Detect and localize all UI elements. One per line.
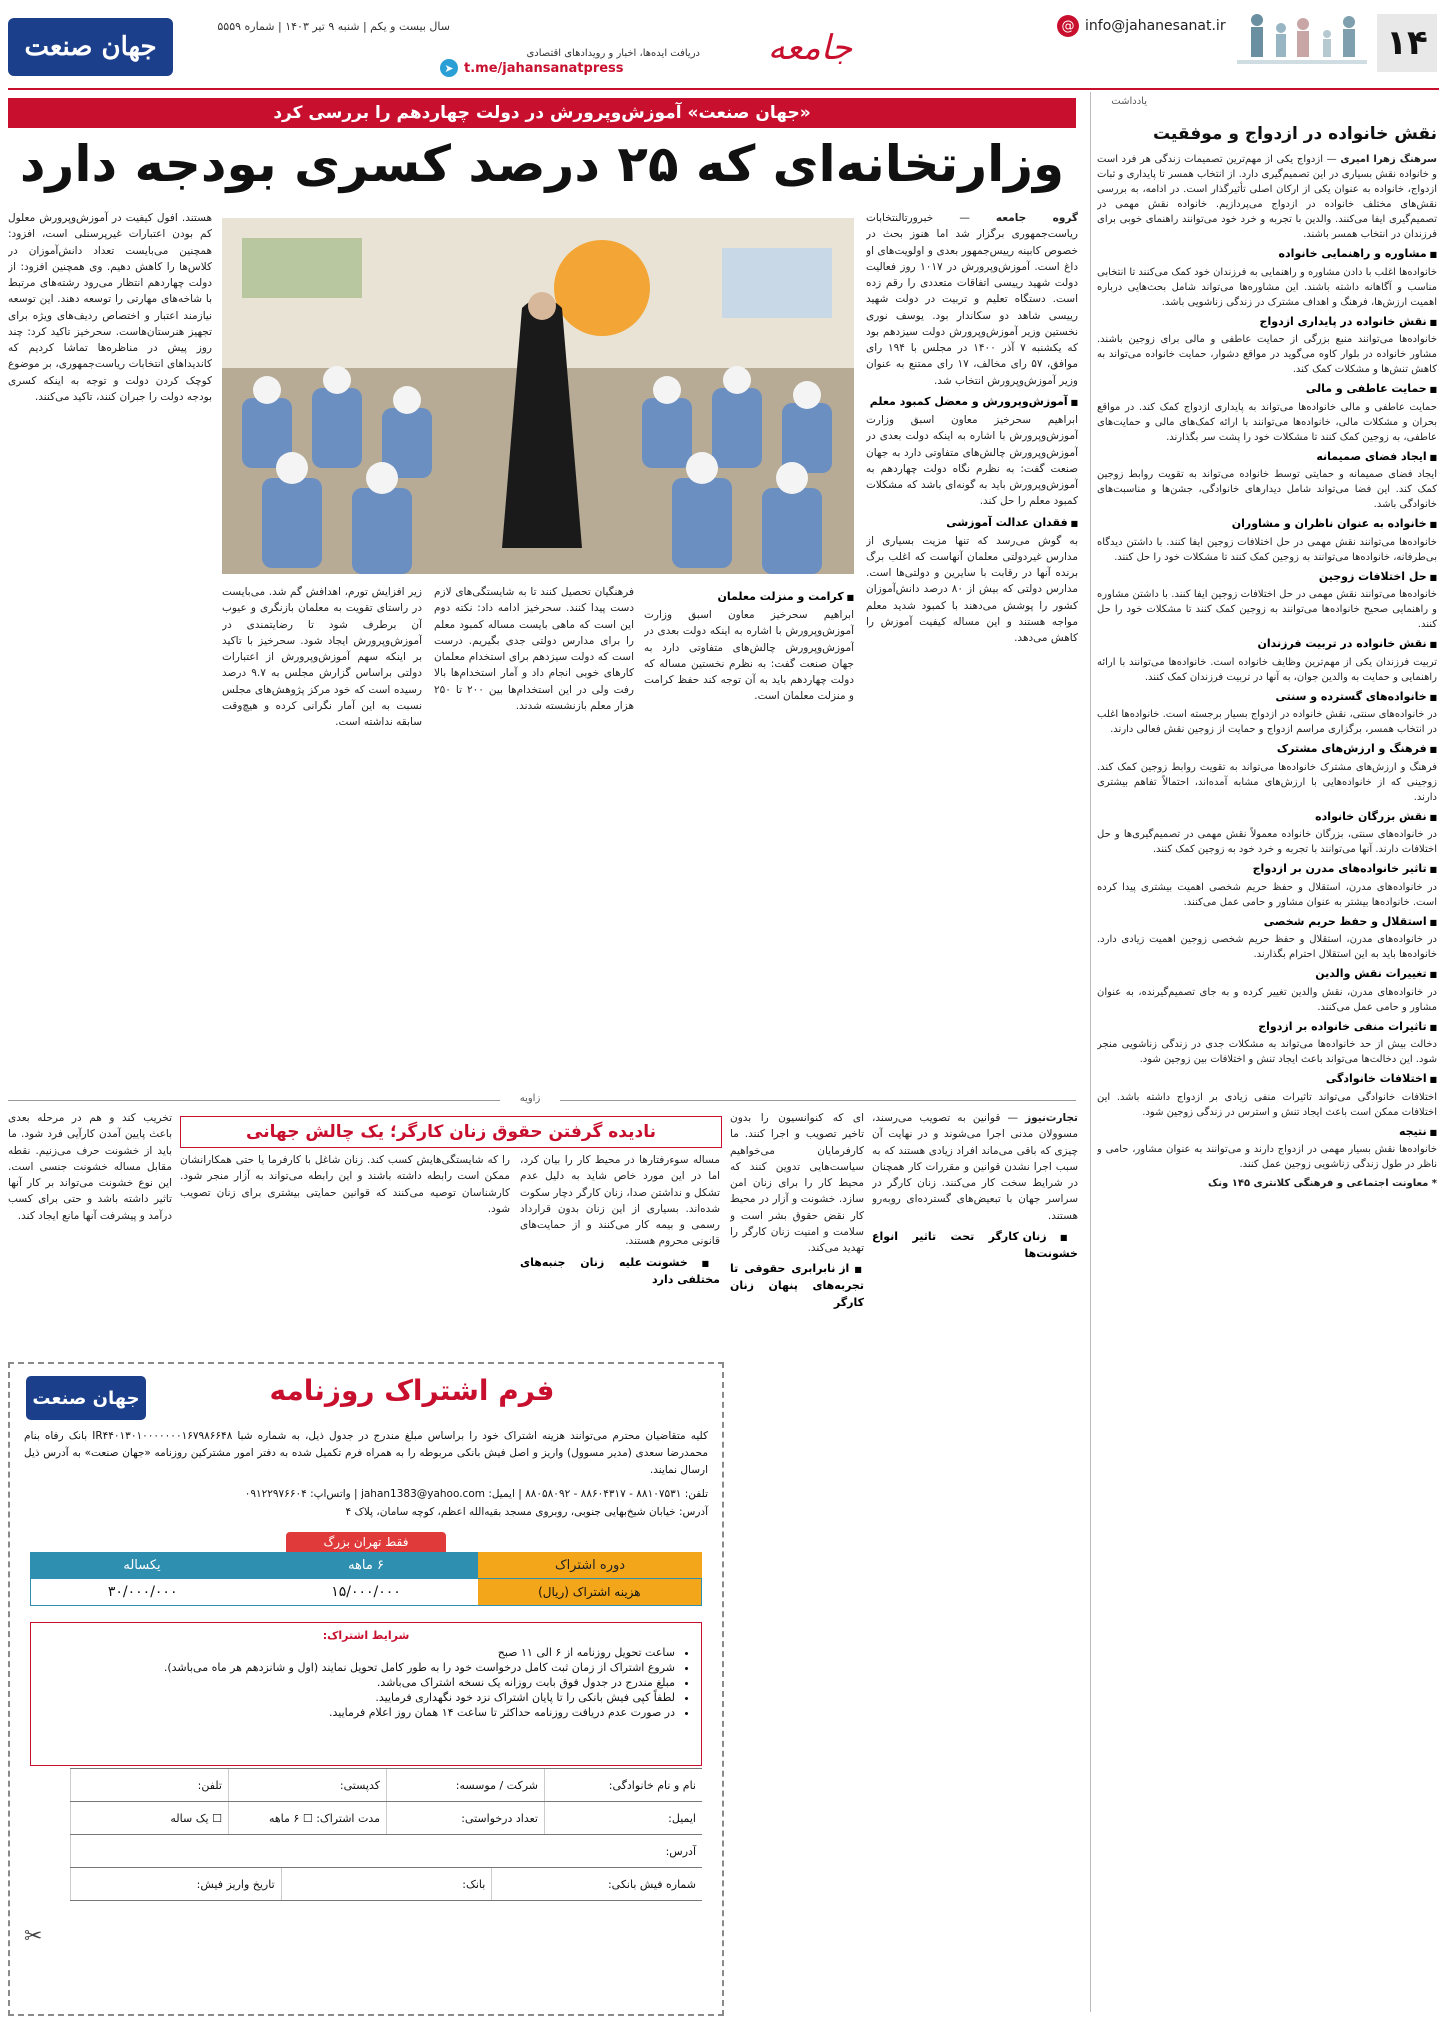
main-col-1: گروه جامعه — خبرورتالنتخابات ریاست‌جمهوری برگزار شد اما هنوز بحث در خصوص کابینه رییس‌جمهور بعدی و اولویت‌های او داغ است. آموزش‌وپرورش در ۱۰۱۷ روز فعالیت دولت شهید رییسی اتفاقات متعددی را رقم زده است. دستگاه تعلیم و تربیت در دولت شهید رییسی شاهد دو سکاندار بود. یوسف نوری نخستین وزیر آموزش‌وپرورش دولت سیزدهم بود که یکشنبه ۷ آذر ۱۴۰۰ در مجلس با ۱۹۴ رای موافق، ۵۷ رای مخالف، ۱۷ رای ممتنع به عنوان وزیر آموزش‌وپرورش انتخاب شد. ■ آموزش‌وپرورش و معضل کمبود معلم ابراهیم سحرخیز معاون اسبق وزارت آموزش‌وپرورش با اشاره به اینکه دولت بعدی در آموزش‌وپرورش چالش‌های متفاوتی دارد به جهان صنعت گفت: به نظرم نگاه دولت چهاردهم به آموزش‌وپرورش باید به گونه‌ای باشد که مشکلات کمبود معلم را حل کند. ■ فقدان عدالت آموزشی به گوش می‌رسد که تنها مزیت بسیاری از مدارس غیردولتی معلمان آنهاست که اغلب برگ برنده آنها در رقابت با سایرین و دولتی‌ها است. مدارس دولتی که بیش از ۸۰ درصد دانش‌آموزان کشور را پوشش می‌دهند با کمبود شدید معلم مواجه هستند و این مساله کیفیت آموزش را کاهش می‌دهد.: [866, 210, 1078, 1090]
count-field[interactable]: تعداد درخواستی:: [386, 1802, 544, 1834]
sidebar-label: یادداشت: [1111, 96, 1147, 107]
lower-title-bar: [180, 1116, 722, 1148]
sidebar-text-9: در خانواده‌های سنتی، بزرگان خانواده معمولاً نقش مهمی در تصمیم‌گیری‌ها و حل اختلافات دارند. آنها می‌توانند با تجربه و خرد خود به زوجین کمک کنند.: [1097, 829, 1437, 855]
telegram-icon: ➤: [440, 59, 458, 77]
address-field[interactable]: آدرس:: [70, 1835, 702, 1867]
condition-4: • در صورت عدم دریافت روزنامه حداکثر تا ساعت ۱۴ همان روز اعلام فرمایید.: [41, 1706, 675, 1719]
period-field: [228, 1802, 386, 1834]
sidebar-text-14: اختلافات خانوادگی می‌تواند تاثیرات منفی زیادی بر ازدواج داشته باشد. این اختلافات ممکن است باعث ایجاد تنش و استرس در زندگی زوجین شود.: [1097, 1091, 1437, 1118]
duration-1y: یکساله: [123, 1557, 161, 1573]
condition-0: • ساعت تحویل روزنامه از ۶ الی ۱۱ صبح: [41, 1646, 675, 1659]
sidebar-text-13: دخالت بیش از حد خانواده‌ها می‌تواند به مشکلات جدی در زندگی زناشویی منجر شود. این دخالت‌ها می‌تواند باعث ایجاد تنش و اختلافات بین زوجین شود.: [1097, 1039, 1437, 1065]
lower-title: نادیده گرفتن حقوق زنان کارگر؛ یک چالش جهانی: [246, 1122, 656, 1142]
kicker-bar: [8, 98, 1076, 128]
sidebar-sub-3: ■ ایجاد فضای صمیمانه: [1097, 449, 1437, 466]
lower-col5-text: تخریب کند و هم در مرحله بعدی باعث پایین آمدن کارآیی فرد شود. ما باید از خشونت حرف می‌زنیم. نقطه مقابل مساله خشونت جنسی است. این نوع خشونت می‌تواند بر کار آنها تاثیر داشته باشد و حتی برای کسب درآمد و پیشرفت آنها مانع ایجاد کند.: [8, 1112, 172, 1222]
sidebar-sub-4: ■ خانواده به عنوان ناظران و مشاوران: [1097, 516, 1437, 533]
lower-col-5: [8, 1110, 172, 1352]
sidebar-sub-10: ■ تاثیر خانواده‌های مدرن بر ازدواج: [1097, 861, 1437, 878]
lower-sub-3: ■ خشونت علیه زنان جنبه‌های مختلفی دارد: [520, 1254, 720, 1288]
conditions-title: شرایط اشتراک:: [322, 1629, 410, 1642]
masthead-logo: [8, 18, 173, 76]
lower-byline: تجارت‌نیوز: [1025, 1112, 1078, 1124]
year-option: [70, 1802, 228, 1834]
duration-label: دوره اشتراک: [478, 1552, 702, 1578]
subscription-form: [8, 1362, 724, 2016]
issue-info: سال بیست و یکم | شنبه ۹ تیر ۱۴۰۳ | شماره ۵۵۵۹: [217, 20, 450, 33]
conditions-box: [30, 1622, 702, 1766]
sidebar-text-5: خانواده‌ها می‌توانند نقش مهمی در حل اختلافات زوجین ایفا کنند. با داشتن مشاوره و راهنمایی صحیح خانواده‌ها می‌توانند به زوجین کمک کنند تا مشکلات خود را حل کنند.: [1097, 589, 1437, 630]
email-box: [1057, 14, 1227, 38]
lower-col2-text: ای که کنوانسیون را بدون تاخیر تصویب و اجرا کنند. ما کارفرمایان می‌خواهیم سیاست‌هایی تدوین کنند که محیط کار را برای زنان امن سازد. خشونت و آزار در محیط کار نقض حقوق بشر است و سلامت و امنیت زنان کارگر را تهدید می‌کند.: [730, 1112, 864, 1255]
postal-code-field[interactable]: کدپستی:: [228, 1769, 386, 1801]
main-col1-text: خبرورتالنتخابات ریاست‌جمهوری برگزار شد اما هنوز بحث در خصوص کابینه رییس‌جمهور بعدی و اولویت‌های او داغ است. آموزش‌وپرورش در ۱۰۱۷ روز فعالیت دولت شهید رییسی اتفاقات متعددی را رقم زده است. دستگاه تعلیم و تربیت در دولت شهید رییسی شاهد دو سکاندار بود. یوسف نوری نخستین وزیر آموزش‌وپرورش دولت سیزدهم بود که یکشنبه ۷ آذر ۱۴۰۰ در مجلس با ۱۹۴ رای موافق، ۵۷ رای مخالف، ۱۷ رای ممتنع به عنوان وزیر آموزش‌وپرورش انتخاب شد.: [866, 212, 1078, 387]
fee-1y: ۳۰/۰۰۰/۰۰۰: [107, 1584, 178, 1600]
sidebar-sub-6: ■ نقش خانواده در تربیت فرزندان: [1097, 636, 1437, 653]
masthead-logo-text: جهان صنعت: [24, 32, 157, 62]
classroom-photo: [222, 218, 854, 574]
six-month-label: ۶ ماهه: [268, 1811, 300, 1825]
sidebar-text-0: خانواده‌ها اغلب با دادن مشاوره و راهنمایی به فرزندان خود کمک می‌کنند تا انتخابی مناسب و آگاهانه داشته باشند. این مشاوره‌ها می‌تواند شامل بحث‌هایی درباره اهمیت ارزش‌ها، فرهنگ و اهداف مشترک در زندگی زناشویی باشد.: [1097, 266, 1437, 308]
fee-table: [30, 1532, 702, 1606]
receipt-field[interactable]: شماره فیش بانکی:: [491, 1868, 702, 1900]
sidebar-body: سرهنگ زهرا امیری — ازدواج یکی از مهم‌ترین تصمیمات زندگی هر فرد است و خانواده نقش بسیاری در این تصمیم‌گیری دارد. از انتخاب همسر تا پایداری و ثبات ازدواج، خانواده به عنوان یکی از ارکان اصلی تأثیرگذار است. در ادامه، به بررسی نقش‌های مختلف خانواده در ازدواج می‌پردازیم. خانواده نقش مهمی در تصمیم‌گیری ایفا می‌کنند. والدین با تجربه و خرد خود می‌توانند راهنمای خوبی برای فرزندان در انتخاب همسر باشند. ■ مشاوره و راهنمایی خانواده خانواده‌ها اغلب با دادن مشاوره و راهنمایی به فرزندان خود کمک می‌کنند تا انتخابی مناسب و آگاهانه داشته باشند. این مشاوره‌ها می‌تواند شامل بحث‌هایی درباره اهمیت ارزش‌ها، فرهنگ و اهداف مشترک در زندگی زناشویی باشد. ■ نقش خانواده در پایداری ازدواج خانواده‌ها می‌توانند منبع بزرگی از حمایت عاطفی و مالی برای زوجین باشند. مشاور خانواده در بلوار کاوه می‌گوید در مواقع دشوار، حمایت خانواده می‌تواند به کاهش تنش‌ها و مشکلات کمک کند. ■ حمایت عاطفی و مالی حمایت عاطفی و مالی خانواده‌ها می‌تواند به پایداری ازدواج کمک کند. در مواقع بحران و مشکلات مالی، خانواده‌ها می‌توانند با ارائه کمک‌های مالی و حمایت‌های عاطفی، به زوجین کمک کنند تا مشکلات خود را پشت سر بگذارند. ■ ایجاد فضای صمیمانه ایجاد فضای صمیمانه و حمایتی توسط خانواده می‌تواند به تقویت روابط زوجین کمک کند. این فضا می‌تواند شامل دیدارهای خانوادگی، جشن‌ها و مناسبت‌های خانوادگی باشد. ■ خانواده به عنوان ناظران و مشاوران خانواده‌ها می‌توانند نقش مهمی در حل اختلافات زوجین ایفا کنند. با داشتن دیدگاه بی‌طرفانه، خانواده‌ها می‌توانند به زوجین کمک کنند تا مشکلات خود را حل کنند. ■ حل اختلافات زوجین خانواده‌ها می‌توانند نقش مهمی در حل اختلافات زوجین ایفا کنند. با داشتن مشاوره و راهنمایی صحیح خانواده‌ها می‌توانند به زوجین کمک کنند تا مشکلات خود را حل کنند. ■ نقش خانواده در تربیت فرزندان تربیت فرزندان یکی از مهم‌ترین وظایف خانواده است. خانواده‌ها می‌توانند با ارائه راهنمایی و حمایت به والدین جوان، به آنها در تربیت فرزندان کمک کنند. ■ خانواده‌های گسترده و سنتی در خانواده‌های سنتی، نقش خانواده در ازدواج بسیار برجسته است. خانواده‌ها اغلب در انتخاب همسر، برگزاری مراسم ازدواج و حمایت از زوجین نقش فعالی دارند. ■ فرهنگ و ارزش‌های مشترک فرهنگ و ارزش‌های مشترک خانواده‌ها می‌تواند به تقویت روابط زوجین کمک کند. زوجینی که از خانواده‌هایی با ارزش‌های مشابه آمده‌اند، احتمالاً تفاهم بیشتری دارند. ■ نقش بزرگان خانواده در خانواده‌های سنتی، بزرگان خانواده معمولاً نقش مهمی در تصمیم‌گیری‌ها و حل اختلافات دارند. آنها می‌توانند با تجربه و خرد خود به زوجین کمک کنند. ■ تاثیر خانواده‌های مدرن بر ازدواج در خانواده‌های مدرن، استقلال و حفظ حریم شخصی اهمیت بیشتری پیدا کرده است. خانواده‌ها بیشتر به عنوان مشاور و حامی عمل می‌کنند. ■ استقلال و حفظ حریم شخصی در خانواده‌های مدرن، استقلال و حفظ حریم شخصی زوجین اهمیت زیادی دارد. خانواده‌ها باید به این استقلال احترام بگذارند. ■ تغییرات نقش والدین در خانواده‌های مدرن، نقش والدین تغییر کرده و به جای تصمیم‌گیرنده، به عنوان مشاور و حامی عمل می‌کنند. ■ تاثیرات منفی خانواده بر ازدواج دخالت بیش از حد خانواده‌ها می‌تواند به مشکلات جدی در زندگی زناشویی منجر شود. این دخالت‌ها می‌تواند باعث ایجاد تنش و اختلافات بین زوجین شود. ■ اختلافات خانوادگی اختلافات خانوادگی می‌تواند تاثیرات منفی زیادی بر ازدواج داشته باشد. این اختلافات ممکن است باعث ایجاد تنش و استرس در زندگی زوجین شود. ■ نتیجه خانواده‌ها نقش بسیار مهمی در ازدواج دارند و می‌توانند به عنوان مشاور، حامی و ناظر در طول زندگی زناشویی زوجین عمل کنند. * معاونت اجتماعی و فرهنگی کلانتری ۱۴۵ ونک: [1097, 152, 1437, 2022]
main-col-3: [434, 584, 634, 1090]
sidebar-text-10: در خانواده‌های مدرن، استقلال و حفظ حریم شخصی اهمیت بیشتری پیدا کرده است. خانواده‌ها بیشتر به عنوان مشاور و حامی عمل می‌کنند.: [1097, 881, 1437, 908]
sidebar-sub-12: ■ تغییرات نقش والدین: [1097, 966, 1437, 983]
lower-col1-text: قوانین به تصویب می‌رسند، مسوولان مدنی اجرا می‌شوند و در نهایت آن چیزی که باقی می‌ماند افراد زیادی هستند که به سبب اجرا نشدن قوانین و مقررات کار همچنان در شرایط سخت کار می‌کنند. زنان کارگر در سراسر جهان با تبعیض‌های گسترده‌ای روبه‌رو هستند.: [872, 1112, 1078, 1222]
sidebar-footer: * معاونت اجتماعی و فرهنگی کلانتری ۱۴۵ ونک: [1208, 1178, 1437, 1189]
bank-field[interactable]: بانک:: [281, 1868, 492, 1900]
fee-6m: ۱۵/۰۰۰/۰۰۰: [331, 1584, 401, 1600]
subscription-address: آدرس: خیابان شیخ‌بهایی جنوبی، روبروی مسجد بقیه‌الله اعظم، کوچه سامان، پلاک ۴: [345, 1506, 708, 1518]
sidebar-text-7: در خانواده‌های سنتی، نقش خانواده در ازدواج بسیار برجسته است. خانواده‌ها اغلب در انتخاب همسر، برگزاری مراسم ازدواج و حمایت از زوجین نقش فعالی دارند.: [1097, 709, 1437, 735]
sidebar-text-12: در خانواده‌های مدرن، نقش والدین تغییر کرده و به جای تصمیم‌گیرنده، به عنوان مشاور و حامی عمل می‌کنند.: [1097, 986, 1437, 1013]
lower-col-1: تجارت‌نیوز — قوانین به تصویب می‌رسند، مسوولان مدنی اجرا می‌شوند و در نهایت آن چیزی که باقی می‌ماند افراد زیادی هستند که به سبب اجرا نشدن قوانین و مقررات کار همچنان در شرایط سخت کار می‌کنند. زنان کارگر در سراسر جهان با تبعیض‌های گسترده‌ای روبه‌رو هستند. ■ زنان کارگر تحت تاثیر انواع خشونت‌ها: [872, 1110, 1078, 2020]
page-number: ۱۴: [1377, 14, 1437, 72]
zavieh-label: زاویه: [500, 1093, 560, 1104]
telegram-box: [440, 48, 700, 84]
sidebar-text-4: خانواده‌ها می‌توانند نقش مهمی در حل اختلافات زوجین ایفا کنند. با داشتن دیدگاه بی‌طرفانه، خانواده‌ها می‌توانند به زوجین کمک کنند تا مشکلات خود را حل کنند.: [1097, 536, 1437, 563]
main-col-5: [8, 210, 212, 1090]
scissors-icon: ✂: [24, 1924, 43, 1949]
name-field[interactable]: نام و نام خانوادگی:: [544, 1769, 702, 1801]
telegram-link[interactable]: t.me/jahansanatpress: [464, 60, 624, 76]
company-field[interactable]: شرکت / موسسه:: [386, 1769, 544, 1801]
subscription-contact: تلفن: ۸۸۱۰۷۵۳۱ - ۸۸۶۰۴۳۱۷ - ۸۸۰۵۸۰۹۲ | ایمیل: jahan1383@yahoo.com | واتس‌اپ: ۰۹۱۲۲۹۷۶۶۰۴: [244, 1488, 708, 1500]
phone-field[interactable]: تلفن:: [70, 1769, 228, 1801]
subscription-logo: [26, 1376, 146, 1420]
sidebar-sub-7: ■ خانواده‌های گسترده و سنتی: [1097, 689, 1437, 706]
subscription-intro: کلیه متقاضیان محترم می‌توانند هزینه اشتراک خود را براساس مبلغ مندرج در جدول ذیل، به شماره شبا IR۴۴۰۱۳۰۱۰۰۰۰۰۰۰۱۶۷۹۸۶۶۴۸ بانک رفاه بنام محمدرضا سعدی (مدیر مسوول) واریز و اصل فیش بانکی مربوطه را به همراه فرم تکمیل شده به دفتر امور مشترکین روزنامه «جهان صنعت» به آدرس ذیل ارسال نمایند.: [24, 1430, 708, 1476]
duration-6m: ۶ ماهه: [348, 1557, 384, 1573]
email-icon: @: [1057, 15, 1079, 37]
main-col2-text: به گوش می‌رسد که تنها مزیت بسیاری از مدارس غیردولتی معلمان آنهاست که اغلب برگ برنده آنها در رقابت با سایرین و دولتی‌ها است. مدارس دولتی که بیش از ۸۰ درصد دانش‌آموزان کشور را پوشش می‌دهند با کمبود شدید معلم مواجه هستند و این مساله کیفیت آموزش را کاهش می‌دهد.: [866, 534, 1078, 645]
sidebar-sub-1: ■ نقش خانواده در پایداری ازدواج: [1097, 314, 1437, 331]
lower-col4-text: را که شایستگی‌هایش کسب کند. زنان شاغل با کارفرما یا حتی همکارانشان ممکن است رابطه داشته باشند و این رابطه می‌تواند به آزار منجر شود. کارشناسان توصیه می‌کنند که قوانین حمایتی بیشتری برای زنان تصویب شود.: [180, 1154, 510, 1215]
main-sub-1: ■ آموزش‌وپرورش و معضل کمبود معلم: [866, 393, 1078, 410]
condition-2: • مبلغ مندرج در جدول فوق بابت روزانه یک نسخه اشتراک می‌باشد.: [41, 1676, 675, 1689]
main-col3-text: فرهنگیان تحصیل کنند تا به شایستگی‌های لازم دست پیدا کنند. سحرخیز ادامه داد: نکته دوم این است که ماهی بایست مساله کمبود معلم را برای مدارس دولتی جدی بگیریم. درست است که دولت سیزدهم برای استخدام معلمان کارهای خوبی انجام داد و آمار استخدام‌ها بالا رفت ولی در این استخدام‌ها بین ۲۰۰ تا ۲۵۰ هزار معلم بازنشسته شدند.: [434, 586, 634, 712]
sidebar-text-6: تربیت فرزندان یکی از مهم‌ترین وظایف خانواده است. خانواده‌ها می‌توانند با ارائه راهنمایی و حمایت به والدین جوان، به آنها در تربیت فرزندان کمک کنند.: [1097, 656, 1437, 683]
main-sub-2: ■ فقدان عدالت آموزشی: [866, 514, 1078, 531]
email-address[interactable]: info@jahanesanat.ir: [1085, 18, 1226, 34]
kicker-text: «جهان صنعت» آموزش‌وپرورش در دولت چهاردهم را بررسی کرد: [273, 103, 811, 123]
main-col4-text: زیر افزایش تورم، اهدافش گم شد. می‌بایست در راستای تقویت به معلمان بازنگری و عیوب آن برطرف شود تا رضایتمندی در آموزش‌وپرورش ایجاد شود. سحرخیز با تاکید بر اینکه سهم آموزش‌وپرورش از اعتبارات دولتی براساس گزارش مجلس به ۹.۷ درصد رسیده است که خود مرکز پژوهش‌های مجلس نسبت به این آمار نگرانی کرده و هیچ‌وقت سابقه نداشته است.: [222, 586, 422, 729]
lower-col3-text: مساله سوءرفتارها در محیط کار را بیان کرد، اما در این مورد خاص شاید به دلیل عدم تشکل و نداشتن صدا، زنان کارگر دچار سکوت شده‌اند. بسیاری از این زنان بدون قرارداد رسمی و بیمه کار می‌کنند و از حمایت‌های قانونی محروم هستند.: [520, 1154, 720, 1248]
lower-col-2: [730, 1110, 864, 2020]
sidebar-sub-15: ■ نتیجه: [1097, 1124, 1437, 1141]
sidebar-sub-14: ■ اختلافات خانوادگی: [1097, 1071, 1437, 1088]
six-month-checkbox[interactable]: ☐: [302, 1811, 313, 1825]
date-field[interactable]: تاریخ واریز فیش:: [70, 1868, 281, 1900]
fee-label: هزینه اشتراک (ریال): [478, 1579, 701, 1605]
form-fields: [70, 1768, 702, 1901]
sidebar-sub-2: ■ حمایت عاطفی و مالی: [1097, 381, 1437, 398]
sidebar-sub-0: ■ مشاوره و راهنمایی خانواده: [1097, 246, 1437, 263]
section-title: جامعه: [767, 28, 853, 68]
telegram-caption: دریافت ایده‌ها، اخبار و رویدادهای اقتصادی: [526, 48, 700, 59]
condition-3: • لطفاً کپی فیش بانکی را تا پایان اشتراک نزد خود نگهداری فرمایید.: [41, 1691, 675, 1704]
headline: وزارتخانه‌ای که ۲۵ درصد کسری بودجه دارد: [19, 135, 1065, 193]
lower-col-4: [180, 1152, 510, 1352]
lower-sub-2: ■ از نابرابری حقوقی تا تجربه‌های پنهان زنان کارگر: [730, 1260, 864, 1311]
subscription-logo-text: جهان صنعت: [32, 1387, 140, 1409]
email-field[interactable]: ایمیل:: [544, 1802, 702, 1834]
sidebar-sub-5: ■ حل اختلافات زوجین: [1097, 569, 1437, 586]
family-illustration: [1237, 10, 1367, 74]
sidebar-author: سرهنگ زهرا امیری: [1340, 154, 1437, 165]
sidebar-title: نقش خانواده در ازدواج و موفقیت: [1152, 124, 1437, 144]
one-year-checkbox[interactable]: ☐: [212, 1811, 222, 1825]
main-col-2: [644, 584, 854, 1090]
sidebar-sub-11: ■ استقلال و حفظ حریم شخصی: [1097, 914, 1437, 931]
sidebar-text-3: ایجاد فضای صمیمانه و حمایتی توسط خانواده می‌تواند به تقویت روابط زوجین کمک کند. این فضا می‌تواند شامل دیدارهای خانوادگی، جشن‌ها و مناسبت‌های خانوادگی باشد.: [1097, 469, 1437, 510]
sidebar-text-8: فرهنگ و ارزش‌های مشترک خانواده‌ها می‌تواند به تقویت روابط زوجین کمک کند. زوجینی که از خانواده‌هایی با ارزش‌های مشابه آمده‌اند، احتمالاً تفاهم بیشتری دارند.: [1097, 761, 1437, 803]
one-year-label: یک ساله: [170, 1811, 209, 1825]
sidebar-sub-9: ■ نقش بزرگان خانواده: [1097, 809, 1437, 826]
fee-table-header: فقط تهران بزرگ: [286, 1532, 446, 1552]
sidebar-intro: ازدواج یکی از مهم‌ترین تصمیمات زندگی هر فرد است و خانواده نقش بسیاری در این تصمیم‌گیری دارد. از انتخاب همسر تا پایداری و ثبات ازدواج، خانواده به عنوان یکی از ارکان اصلی تأثیرگذار است. در ادامه، به بررسی نقش‌های مختلف خانواده در ازدواج می‌پردازیم. خانواده نقش مهمی در تصمیم‌گیری ایفا می‌کنند. والدین با تجربه و خرد خود می‌توانند راهنمای خوبی برای فرزندان در انتخاب همسر باشند.: [1097, 154, 1437, 240]
period-label: مدت اشتراک:: [316, 1811, 380, 1825]
main-byline: گروه جامعه: [995, 212, 1078, 224]
main-col5-text: هستند. افول کیفیت در آموزش‌وپرورش معلول کم بودن اعتبارات غیرپرسنلی است، افزود: همچنین می‌بایست تعداد دانش‌آموزان در کلاس‌ها را کاهش دهیم. وی همچنین افزود: از دولت چهاردهم انتظار می‌رود رشته‌های مرتبط با شاخه‌های مهارتی را توسعه دهند. این توسعه نیازمند اعتبار و اختصاص ردیف‌های ویژه برای تجهیز هنرستان‌هاست. سحرخیز تاکید کرد: چند روز پیش در مناظره‌ها تماشا کردیم که کاندیداهای انتخابات ریاست‌جمهوری، بر موضوع کوچک کردن دولت و توجه به اینکه کسری بودجه دولت را جبران کنند، تاکید می‌کنند.: [8, 212, 212, 403]
sidebar-text-1: خانواده‌ها می‌توانند منبع بزرگی از حمایت عاطفی و مالی برای زوجین باشند. مشاور خانواده در بلوار کاوه می‌گوید در مواقع دشوار، حمایت خانواده می‌تواند به کاهش تنش‌ها و مشکلات کمک کند.: [1097, 334, 1437, 375]
condition-1: • شروع اشتراک از زمان ثبت کامل درخواست خود را به طور کامل تحویل نمایند (اول و شانزدهم هر ماه می‌باشد).: [41, 1661, 675, 1674]
subscription-title: فرم اشتراک روزنامه: [269, 1374, 555, 1407]
main-col-4: [222, 584, 422, 1090]
sidebar-sub-13: ■ تاثیرات منفی خانواده بر ازدواج: [1097, 1019, 1437, 1036]
sidebar-text-15: خانواده‌ها نقش بسیار مهمی در ازدواج دارند و می‌توانند به عنوان مشاور، حامی و ناظر در طول زندگی زناشویی زوجین عمل کنند.: [1097, 1144, 1437, 1170]
main-col1b-text: ابراهیم سحرخیز معاون اسبق وزارت آموزش‌وپرورش با اشاره به اینکه دولت بعدی در آموزش‌وپرورش چالش‌های متفاوتی دارد به جهان صنعت گفت: به نظرم نگاه دولت چهاردهم به آموزش‌وپرورش باید به گونه‌ای باشد که مشکلات کمبود معلم را حل کند.: [866, 413, 1078, 508]
main-col2b-text: ابراهیم سحرخیز معاون اسبق وزارت آموزش‌وپرورش با اشاره به اینکه دولت بعدی در آموزش‌وپرورش چالش‌های متفاوتی دارد به جهان صنعت گفت: به نظرم نخستین مساله که دولت چهاردهم باید به آن توجه کند حفظ کرامت و منزلت معلمان است.: [644, 609, 854, 703]
main-sub-3: ■ کرامت و منزلت معلمان: [644, 588, 854, 605]
sidebar-text-11: در خانواده‌های مدرن، استقلال و حفظ حریم شخصی زوجین اهمیت زیادی دارد. خانواده‌ها باید به این استقلال احترام بگذارند.: [1097, 934, 1437, 960]
sidebar-text-2: حمایت عاطفی و مالی خانواده‌ها می‌تواند به پایداری ازدواج کمک کند. در مواقع بحران و مشکلات مالی، خانواده‌ها می‌توانند با ارائه کمک‌های مالی و حمایت‌های عاطفی، به زوجین کمک کنند تا مشکلات خود را پشت سر بگذارند.: [1097, 401, 1437, 443]
lower-col-3: [520, 1152, 720, 1352]
sidebar-sub-8: ■ فرهنگ و ارزش‌های مشترک: [1097, 741, 1437, 758]
lower-sub-1: ■ زنان کارگر تحت تاثیر انواع خشونت‌ها: [872, 1228, 1078, 1262]
